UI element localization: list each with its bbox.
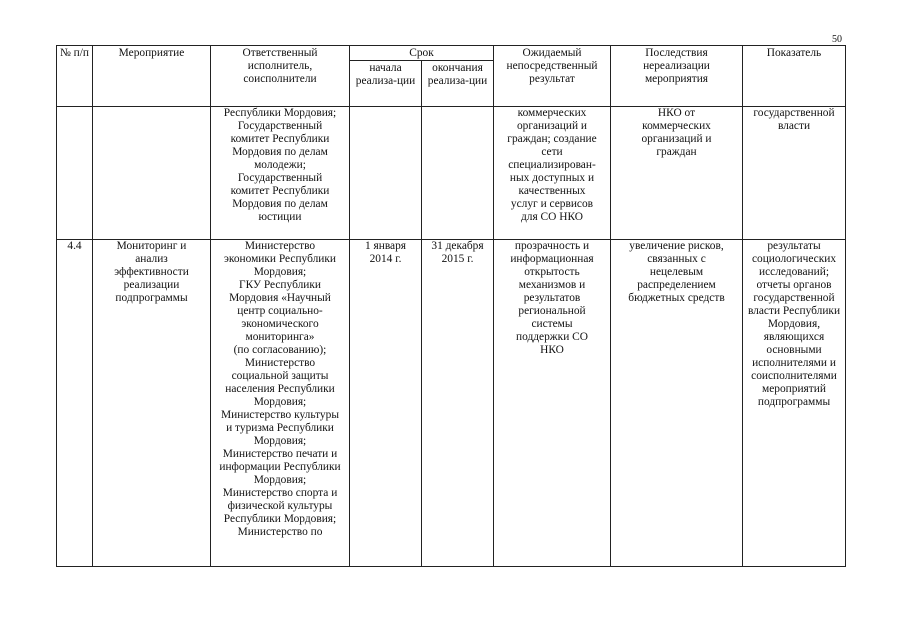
cell-term-start — [350, 107, 422, 240]
cell-term-start — [350, 240, 422, 567]
cell-line: являющихся — [763, 331, 825, 343]
cell-line: государственной — [753, 107, 835, 119]
cell-line: увеличение рисков, — [629, 240, 724, 252]
cell-line: Министерство по — [237, 526, 323, 538]
cell-line: коммерческих — [517, 107, 587, 119]
cell-line: анализ — [135, 253, 168, 265]
page-number: 50 — [832, 34, 842, 45]
cell-consequences — [611, 240, 743, 567]
cell-line: информации Республики — [219, 461, 341, 473]
cell-line: Мордовия, — [767, 318, 821, 330]
cell-line: 2014 г. — [369, 253, 402, 265]
cell-line: качественных — [518, 185, 586, 197]
cell-line: экономического — [241, 318, 319, 330]
cell-result — [494, 107, 611, 240]
cell-line: региональной — [518, 305, 586, 317]
cell-line: центр социально- — [237, 305, 323, 317]
cell-line: 2015 г. — [441, 253, 474, 265]
cell-line: связанных с — [647, 253, 706, 265]
cell-line: юстиции — [258, 211, 302, 223]
cell-line: бюджетных средств — [628, 292, 725, 304]
header-term-start: начала реализа-ции — [350, 61, 422, 107]
cell-executor — [211, 107, 350, 240]
header-consequences: Последствия нереализации мероприятия — [611, 46, 743, 107]
cell-line: подпрограммы — [757, 396, 831, 408]
cell-line: результатов — [523, 292, 581, 304]
cell-line: информационная — [510, 253, 594, 265]
cell-line: населения Республики — [225, 383, 335, 395]
cell-line: исполнителями и — [752, 357, 836, 369]
cell-term-end — [422, 107, 494, 240]
cell-line: Государственный — [237, 172, 323, 184]
cell-line: отчеты органов — [756, 279, 832, 291]
program-table — [56, 45, 846, 567]
cell-line: Мордовия; — [253, 474, 307, 486]
cell-line: Мордовия по делам — [232, 146, 328, 158]
cell-line: экономики Республики — [223, 253, 337, 265]
cell-line: государственной — [753, 292, 835, 304]
cell-line: коммерческих — [642, 120, 711, 132]
cell-line: 1 января — [364, 240, 407, 252]
cell-line: комитет Республики — [230, 185, 330, 197]
cell-line: мониторинга» — [245, 331, 315, 343]
cell-line: мероприятий — [762, 383, 826, 395]
cell-line: системы — [531, 318, 573, 330]
cell-line: распределением — [637, 279, 716, 291]
cell-line: молодежи; — [254, 159, 306, 171]
cell-line: Мордовия; — [253, 266, 307, 278]
cell-line: услуг и сервисов — [510, 198, 594, 210]
cell-line: сети — [541, 146, 563, 158]
cell-line: организаций и — [641, 133, 712, 145]
cell-line: соисполнителями — [751, 370, 837, 382]
cell-line: эффективности — [114, 266, 189, 278]
header-executor: Ответственный исполнитель, соисполнители — [211, 46, 350, 107]
cell-line: НКО от — [657, 107, 696, 119]
cell-line: Государственный — [237, 120, 323, 132]
cell-line: исследований; — [758, 266, 830, 278]
cell-line: Мордовия; — [253, 435, 307, 447]
cell-line: и туризма Республики — [226, 422, 334, 434]
cell-line: НКО — [540, 344, 564, 356]
table-row-4-4 — [57, 240, 846, 567]
header-event: Мероприятие — [93, 46, 211, 107]
cell-line: власти Республики — [747, 305, 841, 317]
cell-line: открытость — [524, 266, 580, 278]
cell-line: нецелевым — [649, 266, 704, 278]
cell-line: Республики Мордовия; — [223, 107, 337, 119]
cell-line: подпрограммы — [115, 292, 188, 304]
cell-line: Министерство культуры — [221, 409, 339, 421]
cell-line: Мордовия «Научный — [229, 292, 331, 304]
cell-num — [57, 107, 93, 240]
cell-line: Министерство — [244, 240, 316, 252]
cell-line: механизмов и — [518, 279, 586, 291]
cell-line: результаты — [767, 240, 821, 252]
cell-line: специализирован- — [508, 159, 596, 171]
cell-line: Мониторинг и — [116, 240, 187, 252]
cell-line: власти — [777, 120, 811, 132]
header-num: № п/п — [57, 46, 93, 107]
header-indicator: Показатель — [743, 46, 846, 107]
cell-line: для СО НКО — [520, 211, 583, 223]
cell-line: Мордовия; — [253, 396, 307, 408]
cell-line: 31 декабря — [431, 240, 484, 252]
cell-line: ных доступных и — [509, 172, 595, 184]
cell-line: Министерство спорта и — [222, 487, 338, 499]
cell-line: основными — [766, 344, 822, 356]
cell-executor — [211, 240, 350, 567]
header-term-end: окончания реализа-ции — [422, 61, 494, 107]
cell-indicator — [743, 107, 846, 240]
cell-line: Мордовия по делам — [232, 198, 328, 210]
cell-term-end — [422, 240, 494, 567]
cell-line: Министерство — [244, 357, 316, 369]
cell-line: комитет Республики — [230, 133, 330, 145]
cell-line: ГКУ Республики — [238, 279, 321, 291]
cell-line: физической культуры — [227, 500, 333, 512]
cell-line: Министерство печати и — [222, 448, 338, 460]
cell-result — [494, 240, 611, 567]
cell-event — [93, 240, 211, 567]
cell-line: Республики Мордовия; — [223, 513, 337, 525]
header-term: Срок — [350, 46, 494, 61]
cell-indicator — [743, 240, 846, 567]
cell-event — [93, 107, 211, 240]
cell-line: реализации — [123, 279, 180, 291]
header-row — [57, 46, 846, 61]
cell-line: социальной защиты — [231, 370, 329, 382]
cell-consequences — [611, 107, 743, 240]
cell-line: прозрачность и — [514, 240, 590, 252]
header-result: Ожидаемый непосредственный результат — [494, 46, 611, 107]
cell-line: граждан; создание — [507, 133, 597, 145]
cell-num: 4.4 — [57, 240, 93, 567]
cell-line: граждан — [656, 146, 697, 158]
cell-line: поддержки СО — [516, 331, 588, 343]
cell-line: социологических — [751, 253, 837, 265]
cell-line: (по согласованию); — [233, 344, 327, 356]
table-row-continuation — [57, 107, 846, 240]
cell-line: организаций и — [516, 120, 588, 132]
